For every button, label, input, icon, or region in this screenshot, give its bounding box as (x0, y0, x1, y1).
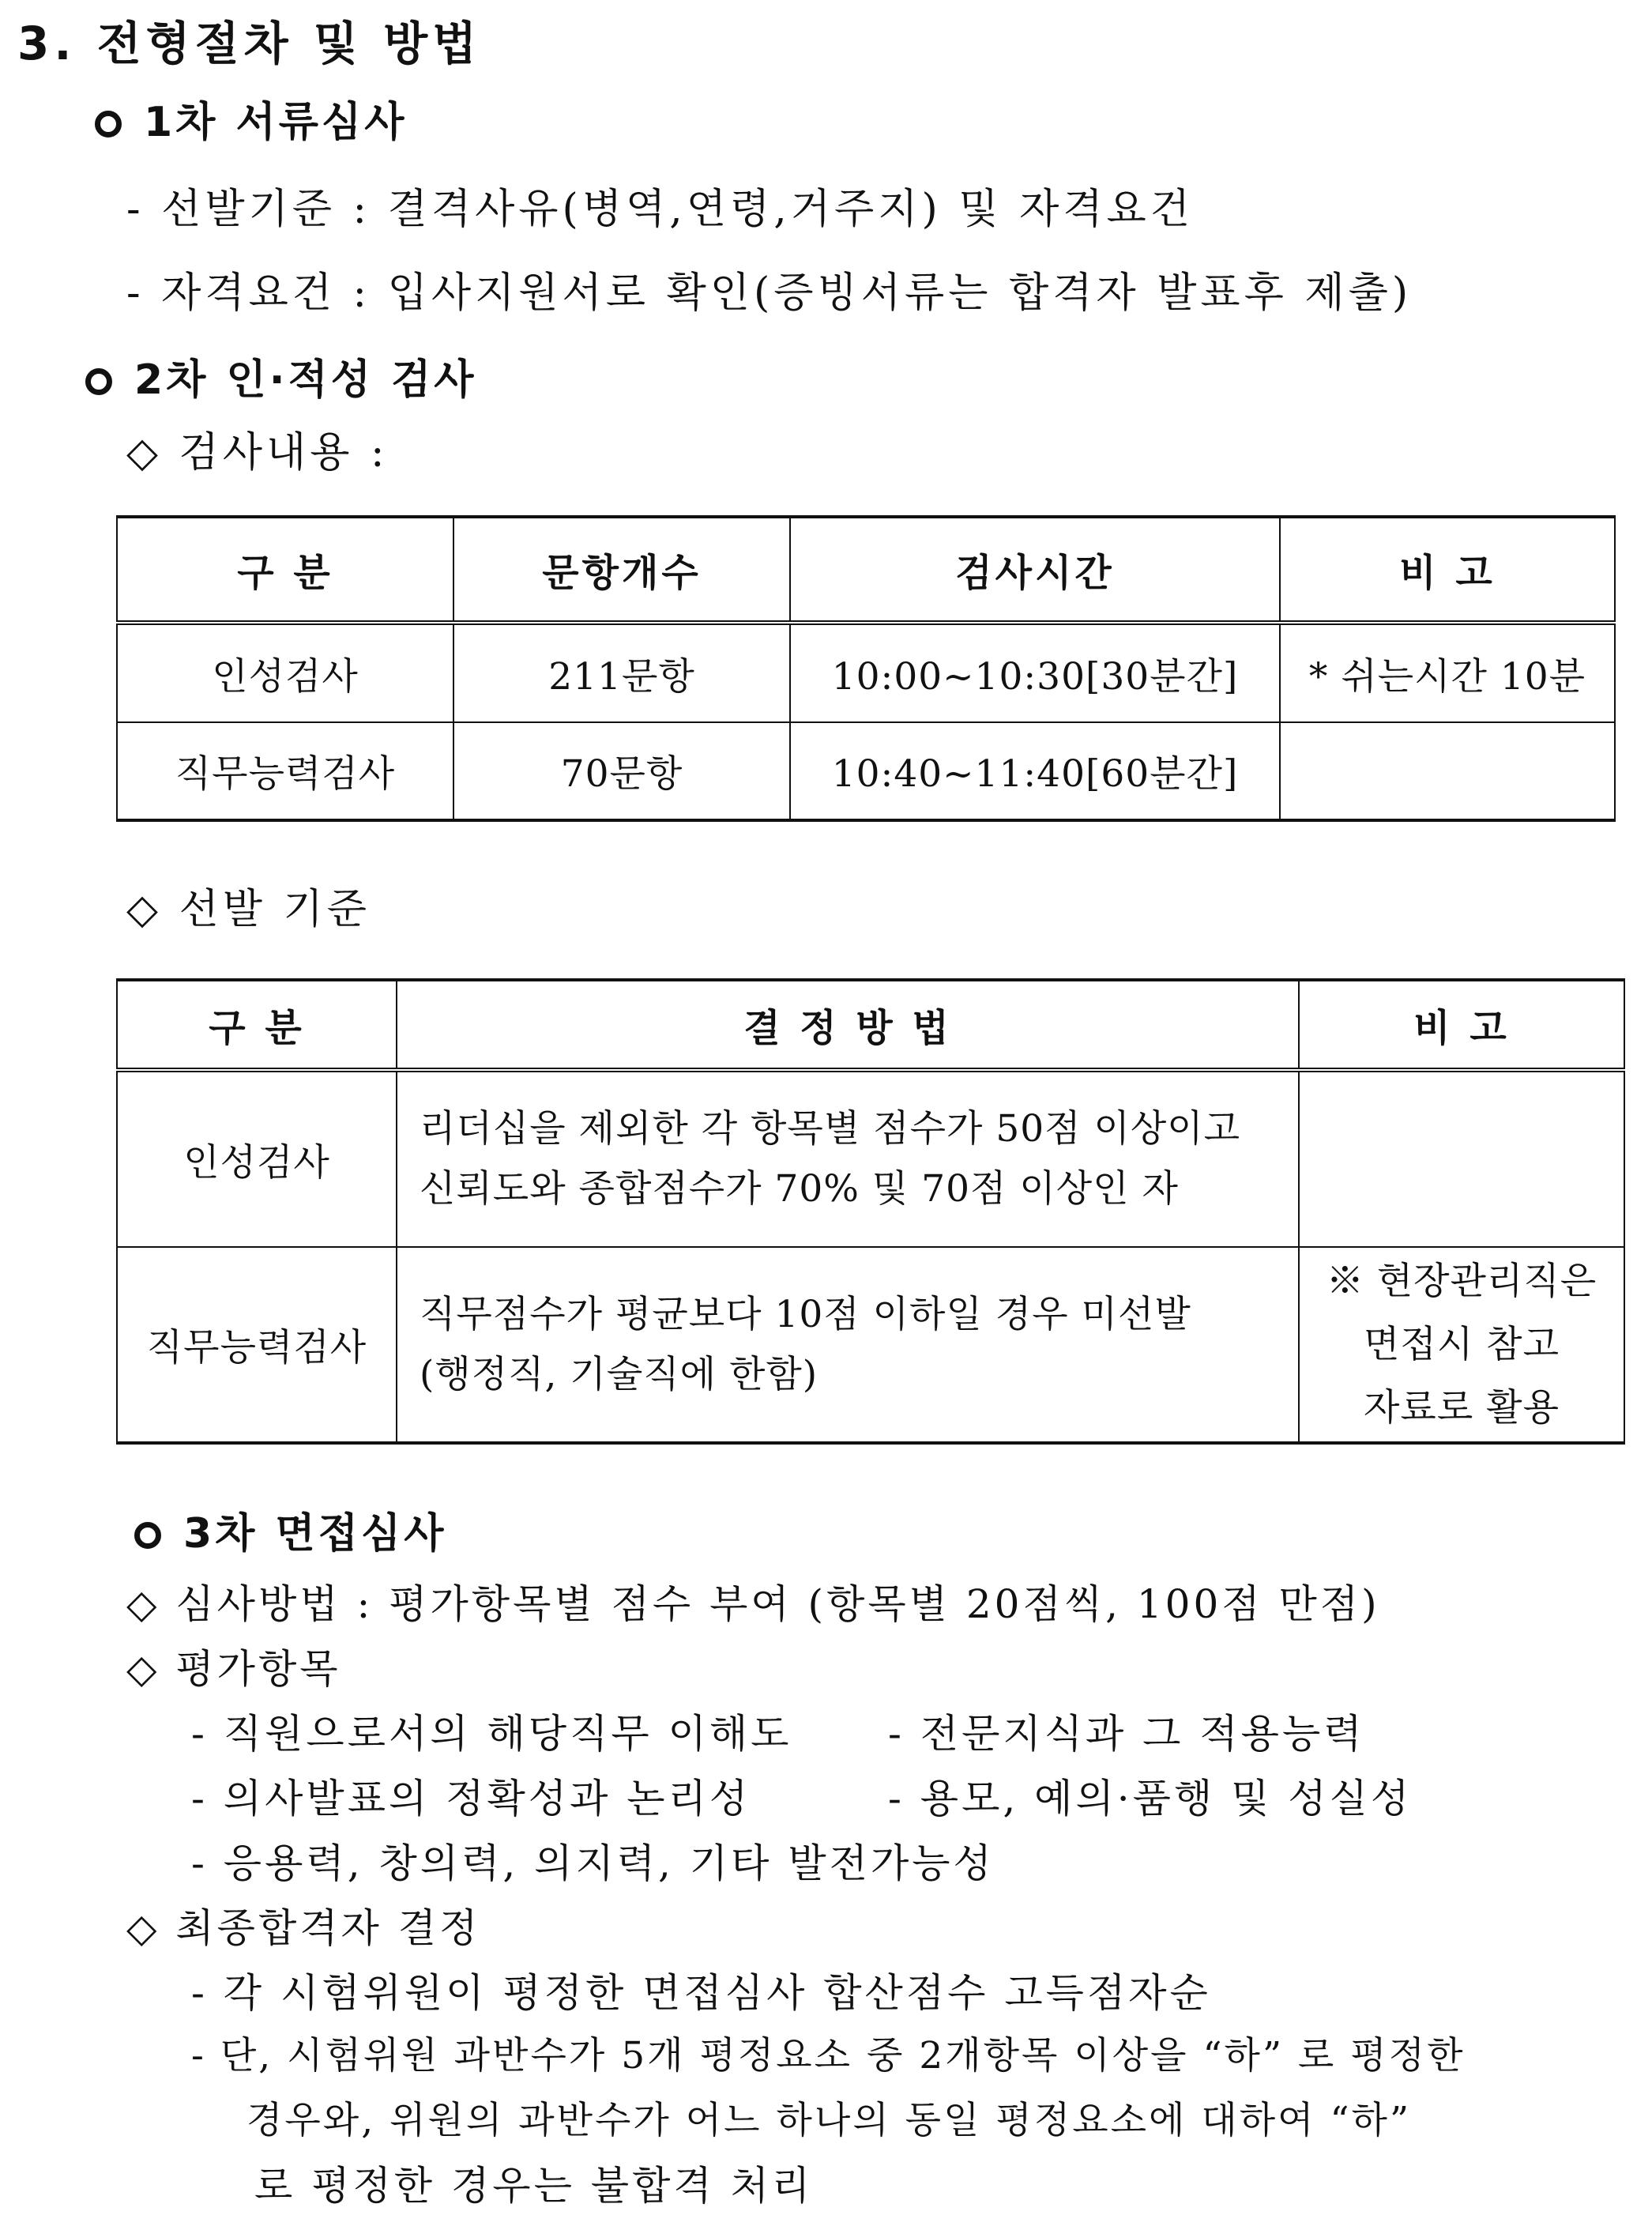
table1-cell: 70문항 (453, 722, 790, 820)
table1-cell: 10:40~11:40[60분간] (790, 722, 1280, 820)
eval-item: - 직원으로서의 해당직무 이해도 (191, 1711, 792, 1757)
table1-header-category: 구 분 (117, 517, 453, 623)
selection-criteria-table (116, 978, 1625, 1445)
table1-cell: 211문항 (453, 623, 790, 722)
step1-heading-row (95, 89, 407, 148)
eval-item: - 전문지식과 그 적용능력 (888, 1711, 1365, 1757)
note-line: 자료로 활용 (1364, 1385, 1560, 1430)
table1-header-count: 문항개수 (453, 517, 790, 623)
circle-bullet-icon (134, 1522, 161, 1549)
step1-line-1: - 선발기준 : 결격사유(병역,연령,거주지) 및 자격요건 (126, 186, 1195, 233)
method-line: 신뢰도와 종합점수가 70% 및 70점 이상인 자 (420, 1167, 1179, 1211)
step2-criteria-label: ◇ 선발 기준 (126, 886, 371, 933)
table1-header-time: 검사시간 (790, 517, 1280, 623)
table1-cell: 인성검사 (117, 623, 453, 722)
table2-method-cell (397, 1247, 1299, 1443)
step2-heading: 2차 인·적성 검사 (134, 356, 477, 404)
table2-header-method: 결 정 방 법 (397, 980, 1299, 1070)
step2-heading-row (85, 346, 477, 405)
table2-method-cell (397, 1070, 1299, 1247)
table1-cell (1280, 722, 1615, 820)
note-line: ※ 현장관리직은 (1326, 1259, 1597, 1303)
eval-item: - 응용력, 창의력, 의지력, 기타 발전가능성 (191, 1840, 995, 1886)
circle-bullet-icon (95, 111, 122, 137)
final-line: 경우와, 위원의 과반수가 어느 하나의 동일 평정요소에 대하여 “하” (246, 2099, 1411, 2142)
table-row (117, 1247, 1624, 1443)
table1-cell: 10:00~10:30[30분간] (790, 623, 1280, 722)
step1-line-2: - 자격요건 : 입사지원서로 확인(증빙서류는 합격자 발표후 제출) (126, 269, 1413, 317)
final-line: - 단, 시험위원 과반수가 5개 평정요소 중 2개항목 이상을 “하” 로 평정한 (191, 2034, 1466, 2078)
step2-content-label: ◇ 검사내용 : (126, 429, 389, 477)
step1-heading: 1차 서류심사 (144, 99, 408, 146)
step3-final-label: ◇ 최종합격자 결정 (126, 1905, 481, 1951)
table1-header-note: 비 고 (1280, 517, 1615, 623)
step3-method-line: ◇ 심사방법 : 평가항목별 점수 부여 (항목별 20점씩, 100점 만점) (126, 1581, 1380, 1627)
final-line: 로 평정한 경우는 불합격 처리 (254, 2163, 814, 2209)
section-title: 3. 전형절차 및 방법 (17, 17, 482, 70)
step3-items-label: ◇ 평가항목 (126, 1646, 341, 1692)
circle-bullet-icon (85, 368, 112, 395)
note-line: 면접시 참고 (1364, 1322, 1560, 1366)
exam-content-table (116, 515, 1616, 822)
step3-heading: 3차 면접심사 (183, 1510, 447, 1558)
table2-note-cell (1299, 1070, 1624, 1247)
step3-heading-row (134, 1500, 446, 1559)
table-row (117, 722, 1615, 820)
table-row (117, 623, 1615, 722)
table2-category-cell: 직무능력검사 (117, 1247, 397, 1443)
eval-item: - 의사발표의 정확성과 논리성 (191, 1776, 751, 1821)
method-line: 직무점수가 평균보다 10점 이하일 경우 미선발 (420, 1292, 1191, 1336)
table1-cell: 직무능력검사 (117, 722, 453, 820)
method-line: (행정직, 기술직에 한함) (420, 1352, 818, 1396)
table2-header-note: 비 고 (1299, 980, 1624, 1070)
table1-cell: * 쉬는시간 10분 (1280, 623, 1615, 722)
final-line: - 각 시험위원이 평정한 면접심사 합산점수 고득점자순 (191, 1970, 1211, 2016)
table-row (117, 1070, 1624, 1247)
eval-item: - 용모, 예의·품행 및 성실성 (888, 1776, 1413, 1821)
method-line: 리더십을 제외한 각 항목별 점수가 50점 이상이고 (420, 1107, 1241, 1151)
table2-category-cell: 인성검사 (117, 1070, 397, 1247)
table2-header-category: 구 분 (117, 980, 397, 1070)
table2-note-cell (1299, 1247, 1624, 1443)
